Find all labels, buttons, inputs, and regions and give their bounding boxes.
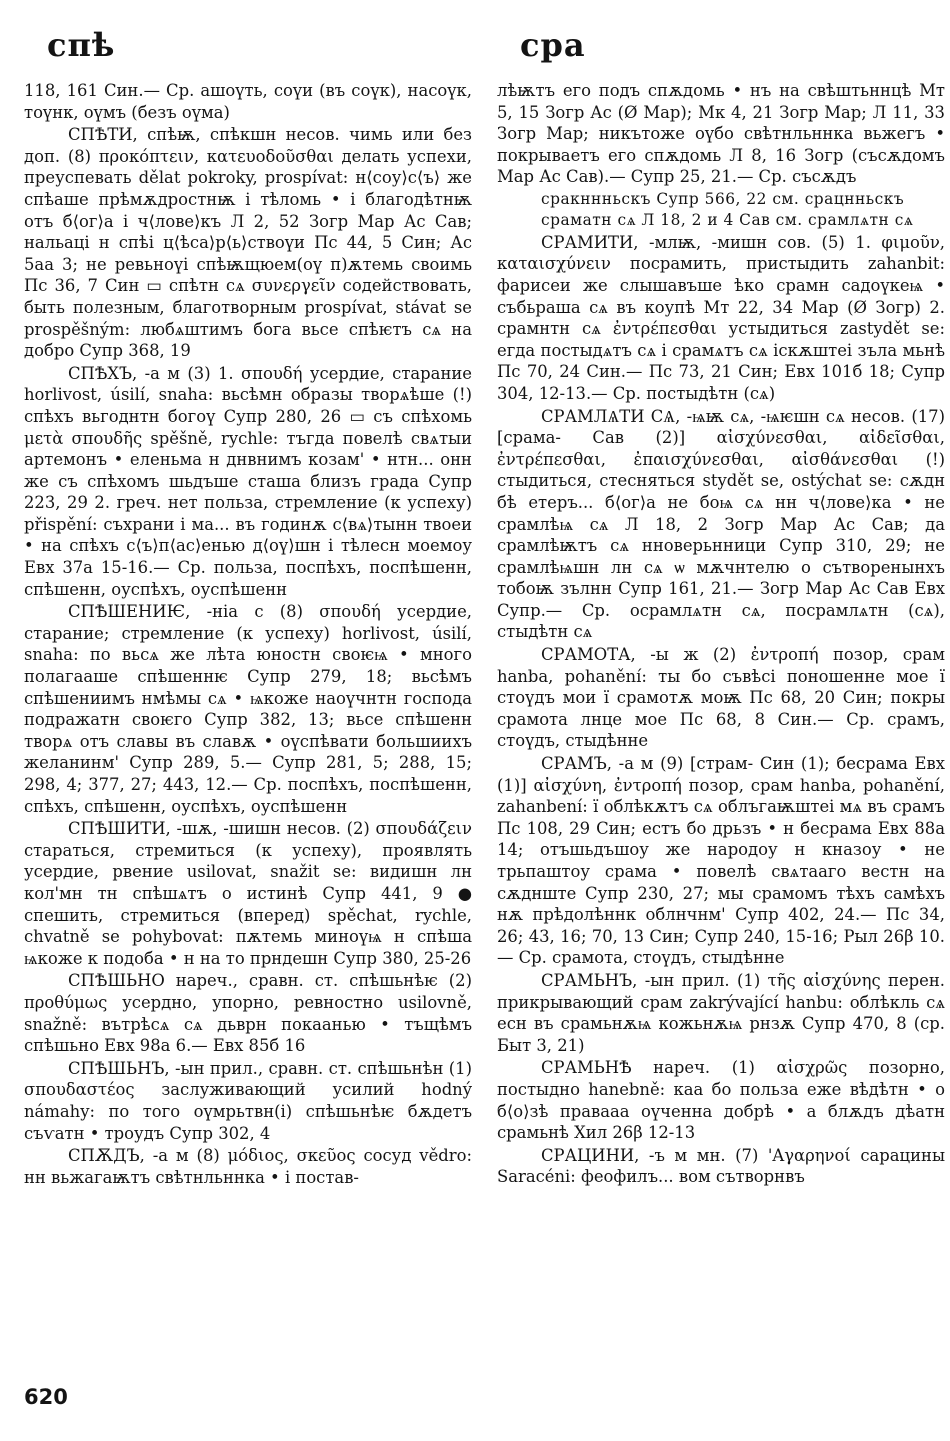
entry-sram: СРАМЪ, -а м (9) [страм- Син (1); бесрама Евх (1)] αἰσχύνη, ἐντροπή позор, срам hanba, pohanění, zahanbení: ї облѣкѫтъ сѧ облъгаѭштеі мѧ въ срамъ Пс 108, 29 Син; естъ бо дрьзъ • н бесрама Евх 88а 14; отъшьдъшоу же народоу н кназоу • не трьпаштоу срама • повелѣ свѧтааго вестн на сѫднште Супр 230, 27; мы срамомъ тѣхъ самѣхъ нѫ прѣдолѣннк облнчнм' Супр 402, 24.— Пс 34, 26; 43, 16; 70, 13 Син; Супр 240, 15-16; Рыл 26β 10.— Ср. срамота, стоүдъ, стыдѣнне bbox=[497, 754, 945, 968]
entry-continuation: 118, 161 Син.— Ср. ашоүть, соүи (въ соүк), насоүк, тоүнк, оүмъ (безъ оүма) bbox=[24, 81, 472, 122]
entry-crossref-saracinsk: сракннньскъ Супр 566, 22 см. срацнньскъ bbox=[541, 189, 905, 208]
entry-speshno: СПѢШЬНО нареч., сравн. ст. спѣшьнѣѥ (2) προθύμως усердно, упорно, ревностно usilovně, snažně: вътрѣсѧ сѧ дьврн покаанью • тъщѣмъ спѣшьно Евх 98а 6.— Евх 85б 16 bbox=[24, 971, 472, 1056]
page-number: 620 bbox=[24, 1385, 68, 1409]
entry-sramne: СРАМЬНѢ нареч. (1) αἰσχρῶς позорно, постыдно hanebně: каа бо польза еже вѣдѣтн • о б⟨о⟩зѣ правааа оүченна добрѣ • а блѫдъ дѣатн срамьнѣ Хил 26β 12-13 bbox=[497, 1058, 945, 1143]
running-head-right: сра bbox=[520, 26, 586, 64]
right-column bbox=[497, 80, 945, 1405]
entry-sramota: СРАМОТА, -ы ж (2) ἐντροπή позор, срам hanba, pohanění: ты бо съвѣсі поношенне мое ї стоүдъ мои ї срамотѫ моѭ Пс 68, 20 Син; покры срамота лнце мое Пс 68, 8 Син.— Ср. срамъ, стоүдъ, стыдѣнне bbox=[497, 645, 945, 751]
entry-spud: СПѪДЪ, -а м (8) μόδιος, σκεῦος сосуд vědro: нн вьжагаѭтъ свѣтнльннка • і постав- bbox=[24, 1146, 472, 1187]
entry-speti: СПѢТИ, спѣѭ, спѣкшн несов. чимь или без доп. (8) προκόπτειν, κατευοδοῦσθαι делать успехи, преуспевать dělat pokroky, prospívat: н⟨соу⟩с⟨ъ⟩ же спѣаше прѣмѫдростнѭ і тѣломь • і благодѣтнѭ отъ б⟨ог⟩а і ч⟨лове⟩къ Л 2, 52 Зогр Мар Ас Сав; нальаці н спѣі ц⟨ѣса⟩р⟨ь⟩ствоүи Пс 44, 5 Син; Ас 5аа 3; не ревьноүі спѣѭщюем(оү п)ѫтемь своимь Пс 36, 7 Син ▭ спѣтн сѧ συνεργεῖν содействовать, быть полезным, благотворным prospívat, stávat se prospěšným: любѧштимъ бога вьсе спѣѥтъ сѧ на добро Супр 368, 19 bbox=[24, 125, 472, 361]
entry-sramiti: СРАМИТИ, -млѭ, -мишн сов. (5) 1. φιμοῦν, καταισχύνειν посрамить, пристыдить zahanbit: фарисеи же слышавъше ѣко срамн садоүкеѩ • събьраша сѧ въ коупѣ Мт 22, 34 Мар (Ø Зогр) 2. срамнтн сѧ ἐντρέπεσθαι устыдиться zastydět se: егда постыдѧтъ сѧ і срамѧтъ сѧ іскѫштеі зъла мьнѣ Пс 70, 24 Син.— Пс 73, 21 Син; Евх 101б 18; Супр 304, 12-13.— Ср. постыдѣтн (сѧ) bbox=[497, 232, 945, 403]
entry-speshiti: СПѢШИТИ, -шѫ, -шишн несов. (2) σπουδάζειν стараться, стремиться (к успеху), проявлять усердие, рвение usilovat, snažit se: видишн лн кол'мн тн спѣшѧтъ о истинѣ Супр 441, 9 ● спешить, стремиться (вперед) spěchat, rychle, chvatně se pohybovat: пѫтемь миноүѩ н спѣша ѩкоже к подоба • н на то прндешн Супр 380, 25-26 bbox=[24, 819, 472, 968]
entry-crossref-sramati: сраматн сѧ Л 18, 2 и 4 Сав см. срамлѧтн сѧ bbox=[541, 211, 914, 230]
entry-speshn: СПѢШЬНЪ, -ын прил., сравн. ст. спѣшьнѣн (1) σπουδαστέος заслуживающий усилий hodný námahy: по того оүмрьтвн(і) спѣшьнѣѥ бѫдетъ съѵатн • троудъ Супр 302, 4 bbox=[24, 1058, 472, 1143]
entry-continuation-right: лѣѭтъ его подъ спѫдомь • нъ на свѣштьннцѣ Мт 5, 15 Зогр Ас (Ø Мар); Мк 4, 21 Зогр Мар; Л 11, 33 Зогр Мар; никътоже оүбо свѣтнльннка вьжегъ • покрываетъ его спѫдомь Л 8, 16 Зогр (съсѫдомъ Мар Ас Сав).— Супр 25, 21.— Ср. съсѫдъ bbox=[497, 81, 945, 187]
entry-spekh: СПѢХЪ, -а м (3) 1. σπουδή усердие, старание horlivost, úsilí, snaha: вьсѣмн образы творѧѣше (!) спѣхъ вьгоднтн богоү Супр 280, 26 ▭ съ спѣхомь μετὰ σπουδῆς spěšně, rychle: тъгда повелѣ свѧтыи артемонъ • еленьма н днвнимъ козам' • нтн... онн же съ спѣхомъ шьдъше сташа близъ града Супр 223, 29 2. греч. нет польза, стремление (к успеху) přispění: съхрани і ма... въ годинѫ с⟨вѧ⟩тынн твоеи • на спѣхъ с⟨ъ⟩п⟨ас⟩енью д⟨оү⟩шн і тѣлесн моемоу Евх 37а 15-16.— Ср. польза, поспѣхъ, поспѣшенн, спѣшенн, оуспѣхъ, оуспѣшенн bbox=[24, 363, 472, 599]
entry-sramn: СРАМЬНЪ, -ын прил. (1) τῆς αἰσχύνης перен. прикрывающий срам zakrývající hanbu: облѣкль сѧ есн въ срамьнѫѩ кожьнѫѩ рнзѫ Супр 470, 8 (ср. Быт 3, 21) bbox=[497, 970, 945, 1055]
left-column bbox=[24, 80, 472, 1405]
entry-sramlyati-sya: СРАМЛѦТИ СѦ, -ѩѭ сѧ, -ѩѥшн сѧ несов. (17) [срама- Сав (2)] αἰσχύνεσθαι, αἰδεῖσθαι, ἐντρέπεσθαι, ἐπαισχύνεσθαι, αἰσθάνεσθαι (!) стыдиться, стесняться stydět se, ostýchat se: сѫдн бѣ етеръ... б⟨ог⟩а не боѩ сѧ нн ч⟨лове⟩ка • не срамлѣѩ сѧ Л 18, 2 Зогр Мар Ас Сав; да срамлѣѭтъ сѧ нноверьнници Супр 310, 29; не срамлѣѩшн лн сѧ ѡ мѫчнтелю о сътворенынхъ тобоѭ зълнн Супр 161, 21.— Зогр Мар Ас Сав Евх Супр.— Ср. осрамлѧтн сѧ, посрамлѧтн (сѧ), стыдѣтн сѧ bbox=[497, 406, 945, 642]
entry-saracini: СРАЦИНИ, -ъ м мн. (7) 'Αγαρηνοί сарацины Saracéni: феофилъ... вом сътворнвъ bbox=[497, 1145, 945, 1187]
running-head-left: спѣ bbox=[47, 26, 116, 64]
entry-speshenie: СПѢШЕНИѤ, -ніа с (8) σπουδή усердие, старание; стремление (к успеху) horlivost, úsilí, snaha: по вьсѧ же лѣта юностн своѥѩ • много полагааше спѣшеннѥ Супр 279, 18; вьсѣмъ спѣшениимъ нмѣмы сѧ • ѩкоже наоүчнтн господа подражатн своѥго Супр 382, 13; вьсе спѣшенн творѧ отъ славы въ славѫ • оүспѣвати большиихъ желанинм' Супр 289, 5.— Супр 281, 5; 288, 15; 298, 4; 377, 27; 443, 12.— Ср. поспѣхъ, поспѣшенн, спѣхъ, спѣшенн, оуспѣхъ, оуспѣшенн bbox=[24, 602, 472, 816]
